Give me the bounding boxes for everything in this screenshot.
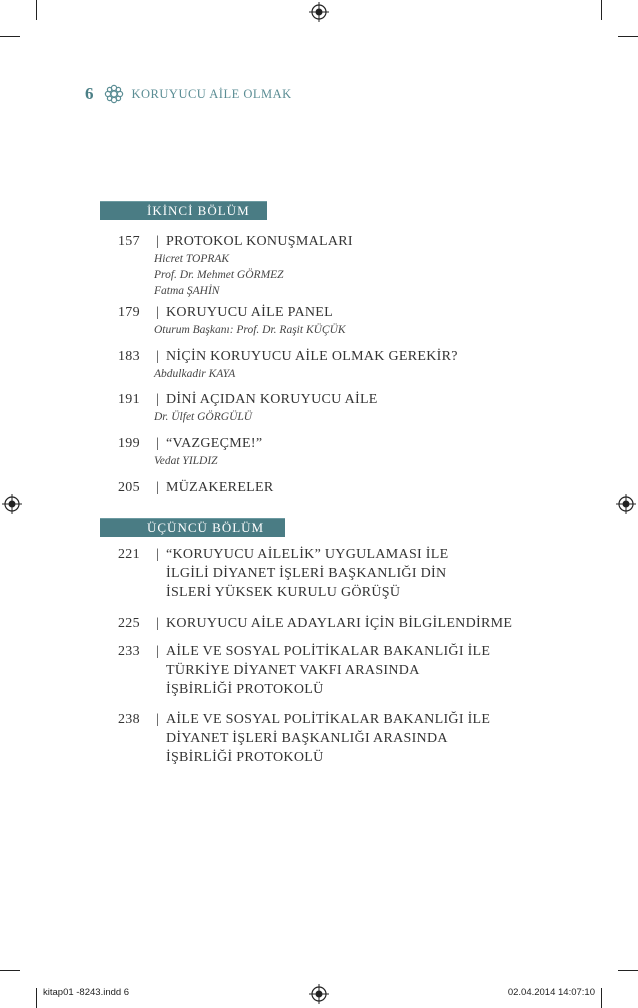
entry-title: KORUYUCU AİLE ADAYLARI İÇİN BİLGİLENDİRME	[166, 616, 513, 631]
entry-separator: |	[156, 480, 160, 495]
entry-title: DİYANET İŞLERİ BAŞKANLIĞI ARASINDA	[166, 731, 448, 746]
entry-page: 225	[118, 616, 140, 631]
section-heading-label: İKİNCİ BÖLÜM	[147, 203, 250, 218]
entry-title: “VAZGEÇME!”	[166, 436, 263, 451]
entry-title: AİLE VE SOSYAL POLİTİKALAR BAKANLIĞI İLE	[166, 712, 491, 727]
entry-page: 191	[118, 392, 140, 407]
toc-entry	[118, 614, 512, 633]
toc-entry	[118, 434, 262, 469]
entry-title: PROTOKOL KONUŞMALARI	[166, 234, 353, 249]
running-head	[85, 84, 292, 104]
registration-mark-icon	[309, 2, 329, 22]
entry-author: Abdulkadir KAYA	[154, 368, 236, 380]
entry-author: Oturum Başkanı: Prof. Dr. Raşit KÜÇÜK	[154, 324, 346, 336]
entry-page: 199	[118, 436, 140, 451]
entry-page: 221	[118, 547, 140, 562]
toc-entry	[118, 303, 346, 338]
entry-title: “KORUYUCU AİLELİK” UYGULAMASI İLE	[166, 547, 449, 562]
toc-entry	[118, 478, 274, 497]
entry-separator: |	[156, 616, 160, 631]
crop-mark	[36, 988, 37, 1008]
page-number: 6	[85, 84, 94, 103]
entry-author: Dr. Ülfet GÖRGÜLÜ	[154, 411, 253, 423]
toc-entry	[118, 232, 353, 299]
section-heading-label: ÜÇÜNCÜ BÖLÜM	[147, 520, 265, 535]
entry-author: Prof. Dr. Mehmet GÖRMEZ	[154, 269, 284, 281]
entry-title: DİNİ AÇIDAN KORUYUCU AİLE	[166, 392, 378, 407]
entry-title: İŞBİRLİĞİ PROTOKOLÜ	[166, 750, 324, 765]
slug-file: kitap01 -8243.indd 6	[43, 987, 130, 998]
toc-entry	[118, 710, 490, 767]
crop-mark	[601, 0, 602, 20]
entry-page: 233	[118, 644, 140, 659]
entry-author: Hicret TOPRAK	[154, 253, 230, 265]
entry-title: İSLERİ YÜKSEK KURULU GÖRÜŞÜ	[166, 585, 401, 600]
entry-page: 157	[118, 234, 140, 249]
crop-mark	[618, 970, 638, 971]
entry-page: 183	[118, 349, 140, 364]
toc-entry	[118, 545, 448, 602]
toc-entry	[118, 642, 490, 699]
entry-title: KORUYUCU AİLE PANEL	[166, 305, 333, 320]
entry-separator: |	[156, 644, 160, 659]
section-heading-ikinci	[100, 201, 267, 220]
entry-title: AİLE VE SOSYAL POLİTİKALAR BAKANLIĞI İLE	[166, 644, 491, 659]
entry-title: MÜZAKERELER	[166, 480, 274, 495]
entry-separator: |	[156, 349, 160, 364]
entry-page: 238	[118, 712, 140, 727]
entry-separator: |	[156, 392, 160, 407]
entry-separator: |	[156, 436, 160, 451]
registration-mark-icon	[309, 984, 329, 1004]
entry-page: 205	[118, 480, 140, 495]
registration-mark-icon	[616, 494, 636, 514]
crop-mark	[618, 36, 638, 37]
toc-entry	[118, 390, 378, 425]
entry-separator: |	[156, 234, 160, 249]
crop-mark	[0, 970, 20, 971]
entry-author: Vedat YILDIZ	[154, 455, 218, 467]
entry-author: Fatma ŞAHİN	[154, 285, 220, 297]
crop-mark	[36, 0, 37, 20]
entry-title: TÜRKİYE DİYANET VAKFI ARASINDA	[166, 663, 420, 678]
entry-separator: |	[156, 547, 160, 562]
entry-separator: |	[156, 305, 160, 320]
registration-mark-icon	[2, 494, 22, 514]
entry-title: İŞBİRLİĞİ PROTOKOLÜ	[166, 682, 324, 697]
entry-title: NİÇİN KORUYUCU AİLE OLMAK GEREKİR?	[166, 349, 458, 364]
crop-mark	[0, 36, 20, 37]
toc-entry	[118, 347, 458, 382]
slug-datetime: 02.04.2014 14:07:10	[507, 987, 595, 998]
entry-page: 179	[118, 305, 140, 320]
section-heading-ucuncu	[100, 518, 285, 537]
floral-ornament-icon	[104, 84, 124, 104]
entry-title: İLGİLİ DİYANET İŞLERİ BAŞKANLIĞI DİN	[166, 566, 447, 581]
book-title: KORUYUCU AİLE OLMAK	[131, 86, 292, 101]
crop-mark	[601, 988, 602, 1008]
entry-separator: |	[156, 712, 160, 727]
